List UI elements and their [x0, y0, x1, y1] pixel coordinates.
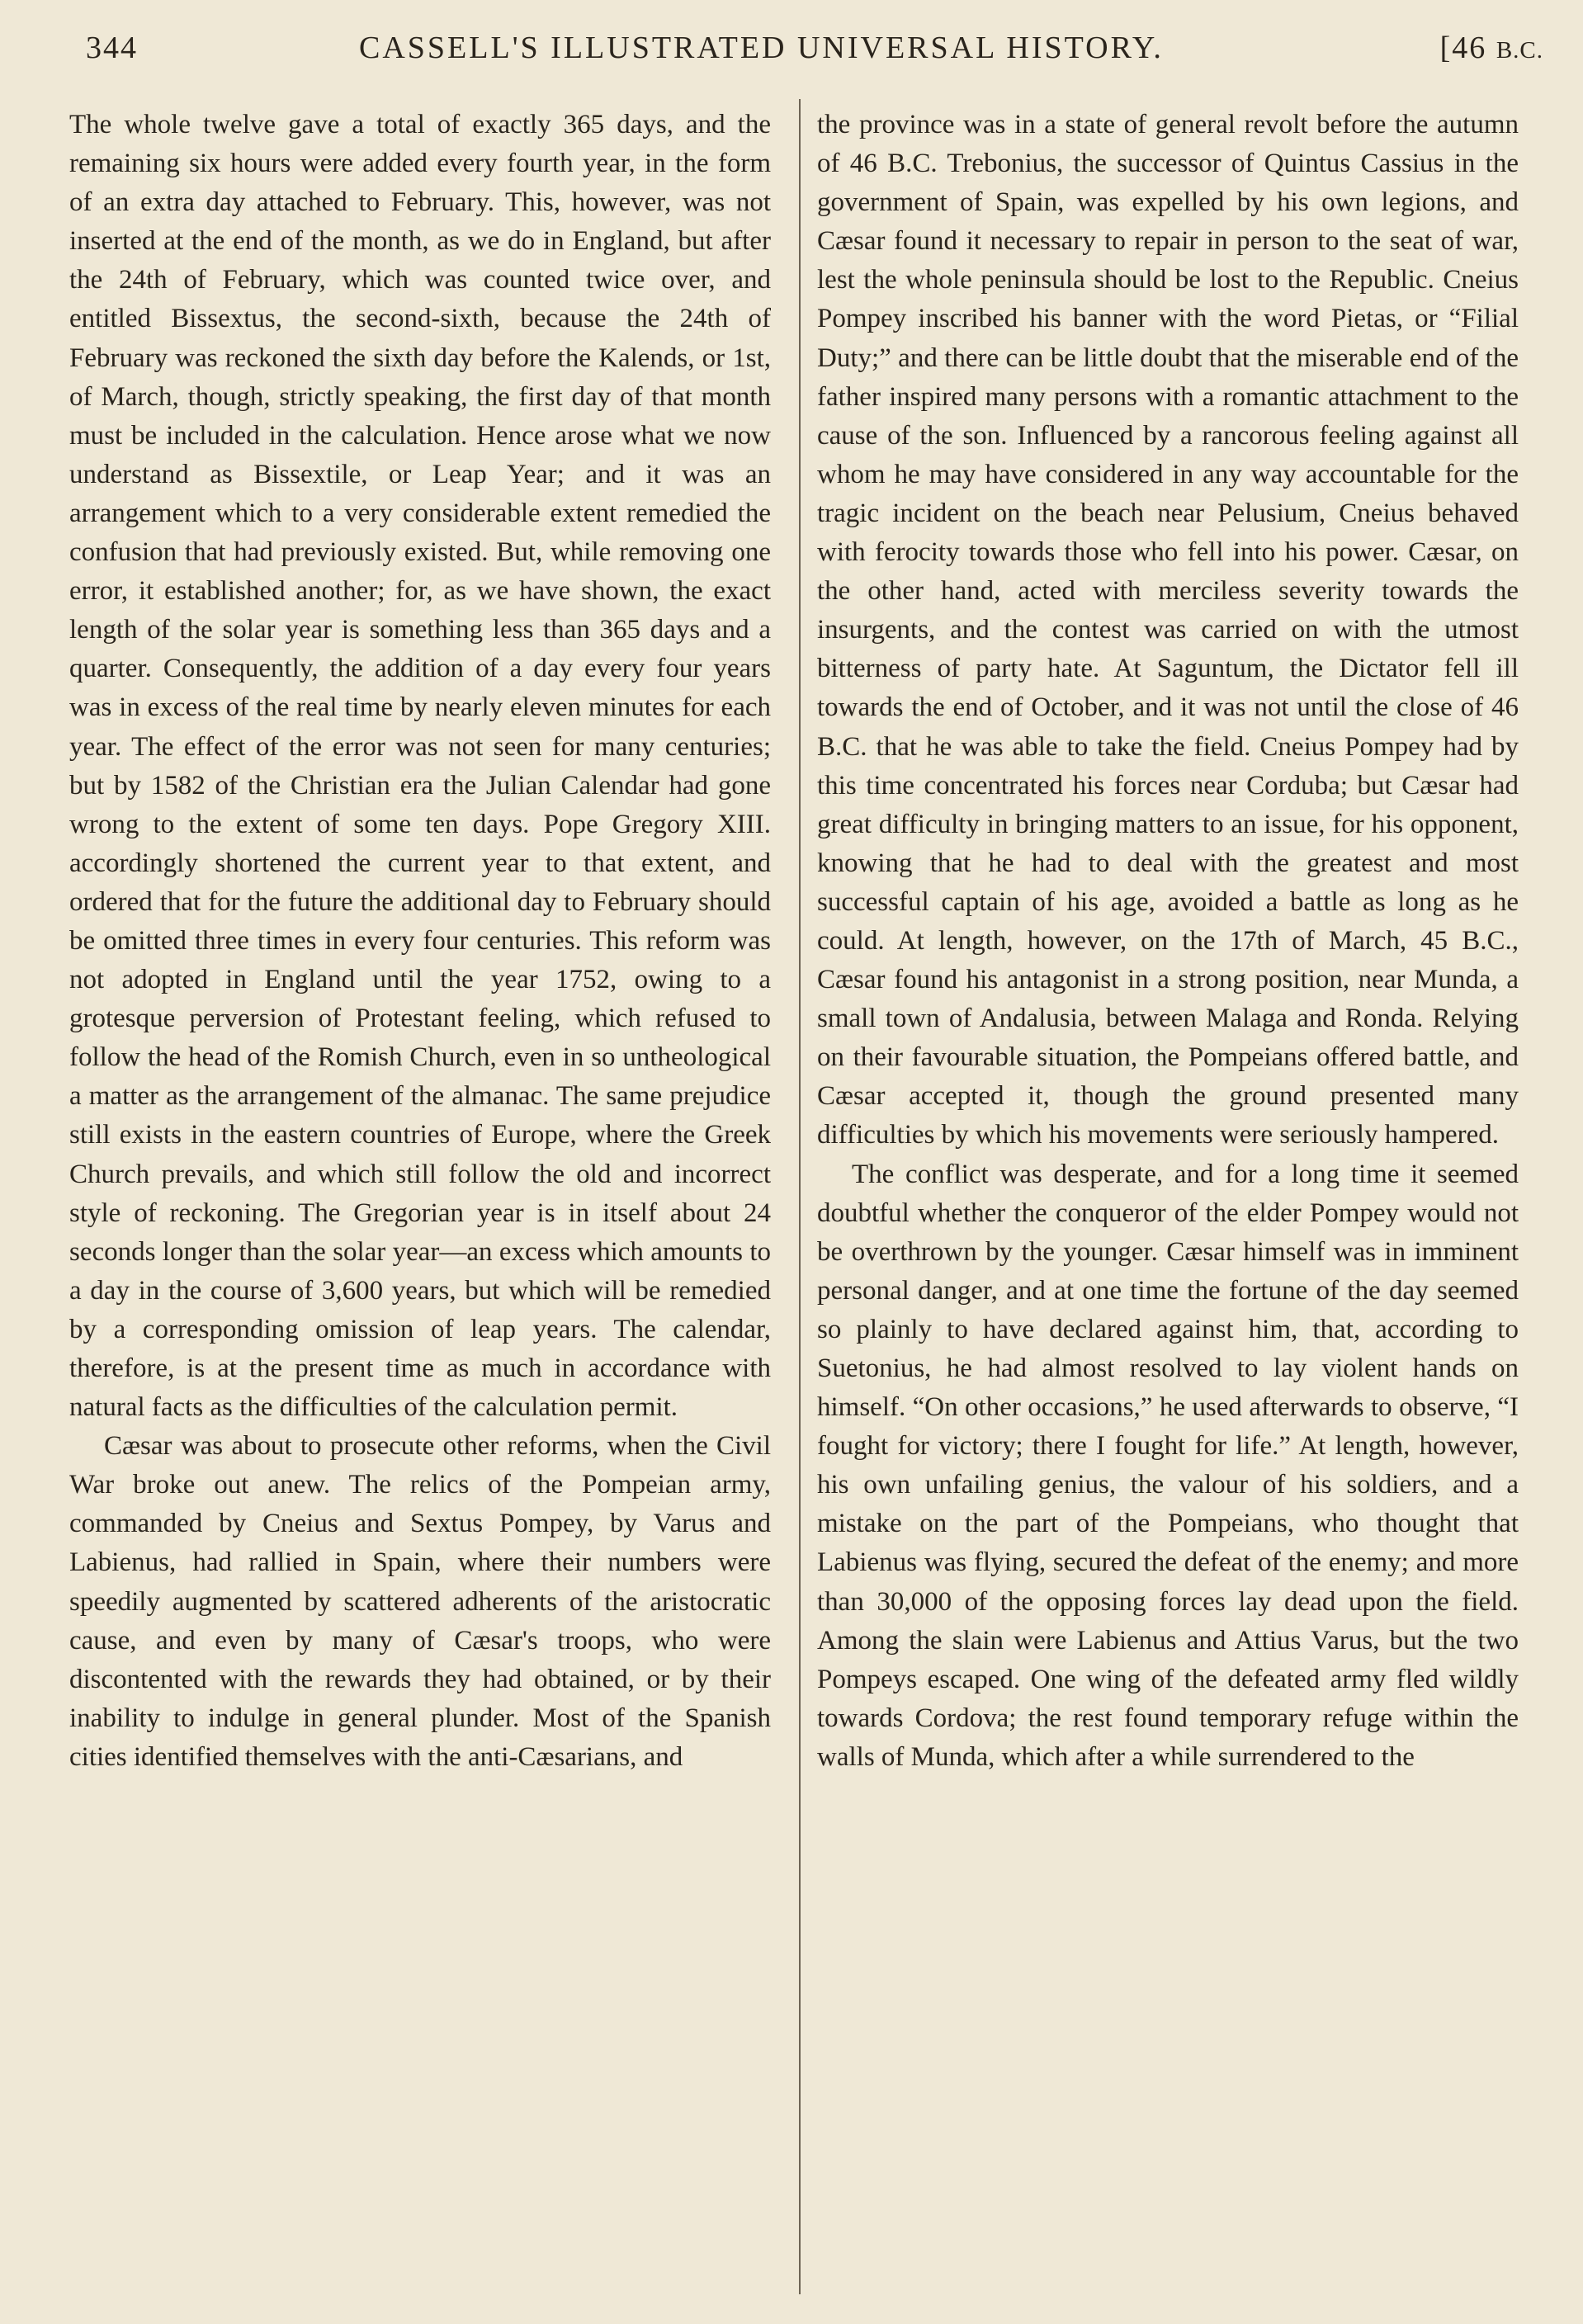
running-header — [66, 30, 1543, 79]
paragraph-spanish-revolt: the province was in a state of general revolt before the autumn of 46 B.C. Trebonius, the successor of Quintus Cassius in the government of Spain, was expelled by his own legions, and Cæsar found it necessary to repair in person to the seat of war, lest the whole peninsula should be lost to the Republic. Cneius Pompey inscribed his banner with the word Pietas, or “Filial Duty;” and there can be little doubt that the miserable end of the father inspired many persons with a romantic attachment to the cause of the son. Influenced by a rancorous feeling against all whom he may have considered in any way accountable for the tragic incident on the beach near Pelusium, Cneius behaved with ferocity towards those who fell into his power. Cæsar, on the other hand, acted with merciless severity towards the insurgents, and the contest was carried on with the utmost bitterness of party hate. At Saguntum, the Dictator fell ill towards the end of October, and it was not until the close of 46 B.C. that he was able to take the field. Cneius Pompey had by this time concentrated his forces near Corduba; but Cæsar had great difficulty in bringing matters to an issue, for his opponent, knowing that he had to deal with the greatest and most successful captain of his age, avoided a battle as long as he could. At length, however, on the 17th of March, 45 B.C., Cæsar found his antagonist in a strong position, near Munda, a small town of Andalusia, between Malaga and Ronda. Relying on their favourable situation, the Pompeians offered battle, and Cæsar accepted it, though the ground presented many difficulties by which his movements were seriously hampered. — [817, 110, 1519, 1150]
paragraph-battle-munda: The conflict was desperate, and for a long time it seemed doubtful whether the conqueror of the elder Pompey would not be overthrown by the younger. Cæsar himself was in imminent personal danger, and at one time the fortune of the day seemed so plainly to have declared against him, that, according to Suetonius, he had almost resolved to lay violent hands on himself. “On other occasions,” he used afterwards to observe, “I fought for victory; there I fought for life.” At length, however, his own unfailing genius, the valour of his soldiers, and a mistake on the part of the Pompeians, who thought that Labienus was flying, secured the defeat of the enemy; and more than 30,000 of the opposing forces lay dead upon the field. Among the slain were Labienus and Attius Varus, but the two Pompeys escaped. One wing of the defeated army fled wildly towards Cordova; the rest found temporary refuge within the walls of Munda, which after a while surrendered to the — [817, 1159, 1519, 1772]
running-title: CASSELL'S ILLUSTRATED UNIVERSAL HISTORY. — [359, 31, 1164, 65]
year-value: [46 — [1439, 31, 1487, 65]
era-label: B.C. — [1496, 37, 1543, 64]
paragraph-civil-war: Cæsar was about to prosecute other reforms, when the Civil War broke out anew. The relics of the Pompeian army, commanded by Cneius and Sextus Pompey, by Varus and Labienus, had rallied in Spain, where their numbers were speedily augmented by scattered adherents of the aristocratic cause, and even by many of Cæsar's troops, who were discontented with the rewards they had obtained, or by their inability to indulge in general plunder. Most of the Spanish cities identified themselves with the anti-Cæsarians, and — [69, 1431, 771, 1772]
paragraph-calendar: The whole twelve gave a total of exactly 365 days, and the remaining six hours were added every fourth year, in the form of an extra day attached to February. This, however, was not inserted at the end of the month, as we do in England, but after the 24th of February, which was counted twice over, and entitled Bissextus, the second-sixth, because the 24th of February was reckoned the sixth day before the Kalends, or 1st, of March, though, strictly speaking, the first day of that month must be included in the calculation. Hence arose what we now understand as Bissextile, or Leap Year; and it was an arrangement which to a very considerable extent remedied the confusion that had previously existed. But, while removing one error, it established another; for, as we have shown, the exact length of the solar year is something less than 365 days and a quarter. Consequently, the addition of a day every four years was in excess of the real time by nearly eleven minutes for each year. The effect of the error was not seen for many centuries; but by 1582 of the Christian era the Julian Calendar had gone wrong to the extent of some ten days. Pope Gregory XIII. accordingly shortened the current year to that extent, and ordered that for the future the additional day to February should be omitted three times in every four centuries. This reform was not adopted in England until the year 1752, owing to a grotesque perversion of Protestant feeling, which refused to follow the head of the Romish Church, even in so untheological a matter as the arrangement of the almanac. The same prejudice still exists in the eastern countries of Europe, where the Greek Church prevails, and which still follow the old and incorrect style of reckoning. The Gregorian year is in itself about 24 seconds longer than the solar year—an excess which amounts to a day in the course of 3,600 years, but which will be remedied by a corresponding omission of leap years. The calendar, therefore, is at the present time as much in accordance with natural facts as the difficulties of the calculation permit. — [69, 110, 771, 1423]
column-divider — [799, 99, 801, 2294]
left-column — [69, 106, 771, 1777]
year-marker — [1440, 30, 1543, 66]
right-column — [817, 106, 1519, 1777]
page-number: 344 — [86, 31, 138, 65]
